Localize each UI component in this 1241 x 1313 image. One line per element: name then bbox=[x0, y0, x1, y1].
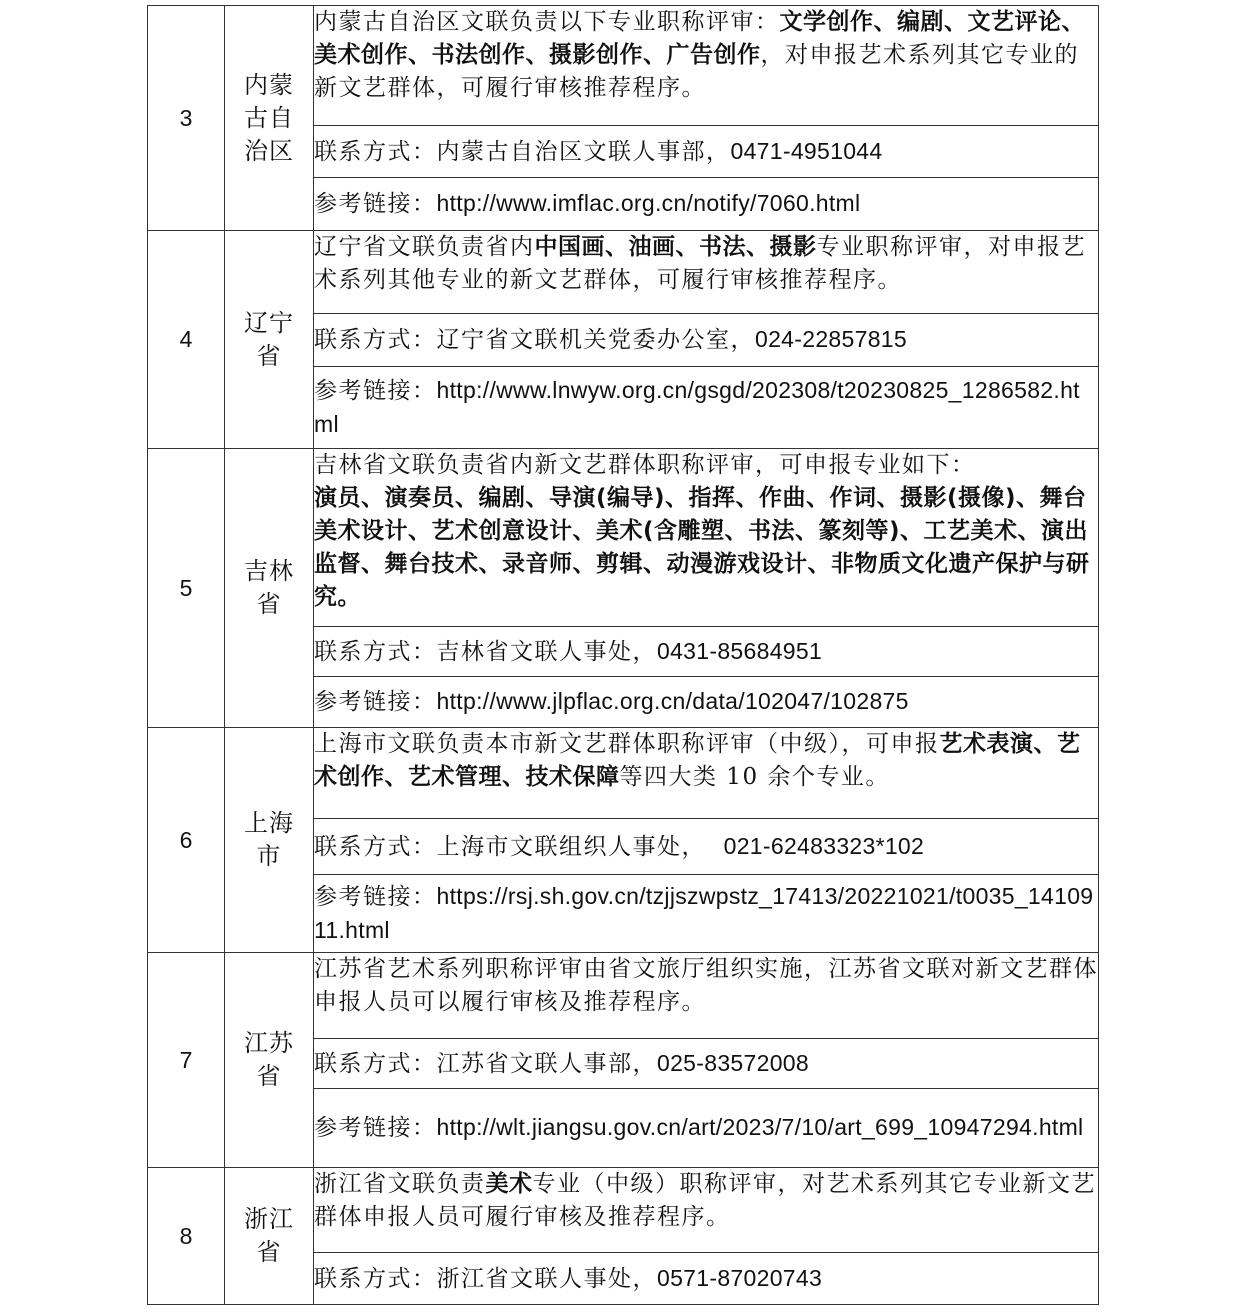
province-cell bbox=[225, 231, 314, 449]
description-cell bbox=[314, 449, 1099, 627]
description-lead: 上海市文联负责本市新文艺群体职称评审（中级），可申报 bbox=[314, 731, 940, 757]
table-row bbox=[148, 6, 1099, 126]
description-majors: 美术 bbox=[485, 1171, 533, 1197]
contact-cell bbox=[314, 126, 1099, 178]
contact-phone: 0431-85684951 bbox=[657, 637, 823, 664]
description-majors: 文学创作、编剧、文艺评论、美术创作、书法创作、摄影创作、广告创作 bbox=[314, 9, 1085, 68]
reference-link[interactable]: http://www.lnwyw.org.cn/gsgd/202308/t20230825_1286582.html bbox=[314, 376, 1080, 437]
row-number: 4 bbox=[148, 231, 225, 449]
contact-phone: 025-83572008 bbox=[657, 1049, 809, 1076]
contact-org: 浙江省文联人事处， bbox=[436, 1265, 657, 1292]
contact-cell bbox=[314, 627, 1099, 677]
link-cell bbox=[314, 178, 1099, 231]
link-cell bbox=[314, 677, 1099, 728]
contact-phone: 0571-87020743 bbox=[657, 1264, 823, 1291]
contact-cell bbox=[314, 819, 1099, 875]
contact-label: 联系方式： bbox=[314, 1265, 437, 1292]
province-name: 江苏省 bbox=[244, 1029, 294, 1090]
link-cell bbox=[314, 367, 1099, 449]
reference-link[interactable]: http://www.imflac.org.cn/notify/7060.html bbox=[436, 190, 861, 216]
description-tail: 专业（中级）职称评审，对艺术系列其它专业新文艺群体申报人员可履行审核及推荐程序。 bbox=[314, 1171, 1096, 1230]
link-label: 参考链接： bbox=[314, 191, 437, 217]
description-cell bbox=[314, 231, 1099, 314]
link-label: 参考链接： bbox=[314, 883, 437, 910]
contact-label: 联系方式： bbox=[314, 138, 437, 165]
reference-link[interactable]: http://wlt.jiangsu.gov.cn/art/2023/7/10/art_699_10947294.html bbox=[436, 1114, 1084, 1140]
province-name: 吉林省 bbox=[244, 557, 294, 618]
row-number: 5 bbox=[148, 449, 225, 728]
table-row bbox=[148, 728, 1099, 819]
row-number: 3 bbox=[148, 6, 225, 231]
description-tail: 等四大类 10 余个专业。 bbox=[619, 764, 890, 790]
province-name: 上海市 bbox=[244, 809, 294, 870]
description-lead: 浙江省文联负责 bbox=[314, 1171, 486, 1197]
table-row bbox=[148, 449, 1099, 627]
description-cell bbox=[314, 6, 1099, 126]
province-cell bbox=[225, 1168, 314, 1305]
province-name: 内蒙古自治区 bbox=[244, 70, 294, 165]
description-lead: 吉林省文联负责省内新文艺群体职称评审，可申报专业如下： bbox=[314, 452, 976, 478]
contact-phone: 0471-4951044 bbox=[730, 137, 883, 164]
description-lead: 内蒙古自治区文联负责以下专业职称评审： bbox=[314, 9, 780, 35]
contact-cell bbox=[314, 314, 1099, 367]
description-majors: 中国画、油画、书法、摄影 bbox=[534, 234, 817, 260]
reference-link[interactable]: http://www.jlpflac.org.cn/data/102047/102875 bbox=[436, 688, 909, 714]
contact-phone: 024-22857815 bbox=[755, 326, 907, 352]
province-name: 浙江省 bbox=[244, 1205, 294, 1266]
description-cell bbox=[314, 728, 1099, 819]
link-label: 参考链接： bbox=[314, 377, 437, 404]
contact-org: 辽宁省文联机关党委办公室， bbox=[436, 327, 755, 353]
contact-org: 江苏省文联人事部， bbox=[436, 1050, 657, 1077]
contact-org: 吉林省文联人事处， bbox=[436, 638, 657, 665]
contact-org: 内蒙古自治区文联人事部， bbox=[436, 138, 731, 165]
contact-org: 上海市文联组织人事处， bbox=[436, 833, 706, 860]
table-row bbox=[148, 231, 1099, 314]
contact-label: 联系方式： bbox=[314, 638, 437, 665]
contact-phone: 021-62483323*102 bbox=[723, 832, 925, 859]
link-cell bbox=[314, 875, 1099, 953]
contact-label: 联系方式： bbox=[314, 833, 437, 860]
organization-table bbox=[147, 5, 1099, 1305]
link-label: 参考链接： bbox=[314, 689, 437, 715]
province-cell bbox=[225, 728, 314, 953]
description-lead: 辽宁省文联负责省内 bbox=[314, 234, 535, 260]
description-majors: 艺术表演、艺术创作、艺术管理、技术保障 bbox=[314, 731, 1081, 790]
description-tail: ，对申报艺术系列其它专业的新文艺群体，可履行审核推荐程序。 bbox=[314, 42, 1079, 101]
description-cell bbox=[314, 1168, 1099, 1253]
table-row bbox=[148, 1168, 1099, 1253]
link-label: 参考链接： bbox=[314, 1115, 437, 1141]
province-cell bbox=[225, 6, 314, 231]
contact-label: 联系方式： bbox=[314, 327, 437, 353]
description-cell bbox=[314, 953, 1099, 1039]
link-cell bbox=[314, 1089, 1099, 1168]
reference-link[interactable]: https://rsj.sh.gov.cn/tzjjszwpstz_17413/20221021/t0035_1410911.html bbox=[314, 882, 1094, 943]
contact-cell bbox=[314, 1039, 1099, 1089]
description-tail: 专业职称评审，对申报艺术系列其他专业的新文艺群体，可履行审核推荐程序。 bbox=[314, 234, 1086, 293]
description-majors: 演员、演奏员、编剧、导演(编导)、指挥、作曲、作词、摄影(摄像)、舞台美术设计、艺术创意设计、美术(含雕塑、书法、篆刻等)、工艺美术、演出监督、舞台技术、录音师、剪辑、动漫游戏设计、非物质文化遗产保护与研究。 bbox=[314, 485, 1090, 610]
province-name: 辽宁省 bbox=[244, 308, 294, 370]
description-lead: 江苏省艺术系列职称评审由省文旅厅组织实施，江苏省文联对新文艺群体申报人员可以履行审核及推荐程序。 bbox=[314, 956, 1098, 1015]
table-row bbox=[148, 953, 1099, 1039]
province-cell bbox=[225, 449, 314, 728]
row-number: 7 bbox=[148, 953, 225, 1168]
contact-cell bbox=[314, 1253, 1099, 1305]
province-cell bbox=[225, 953, 314, 1168]
row-number: 8 bbox=[148, 1168, 225, 1305]
contact-label: 联系方式： bbox=[314, 1050, 437, 1077]
row-number: 6 bbox=[148, 728, 225, 953]
